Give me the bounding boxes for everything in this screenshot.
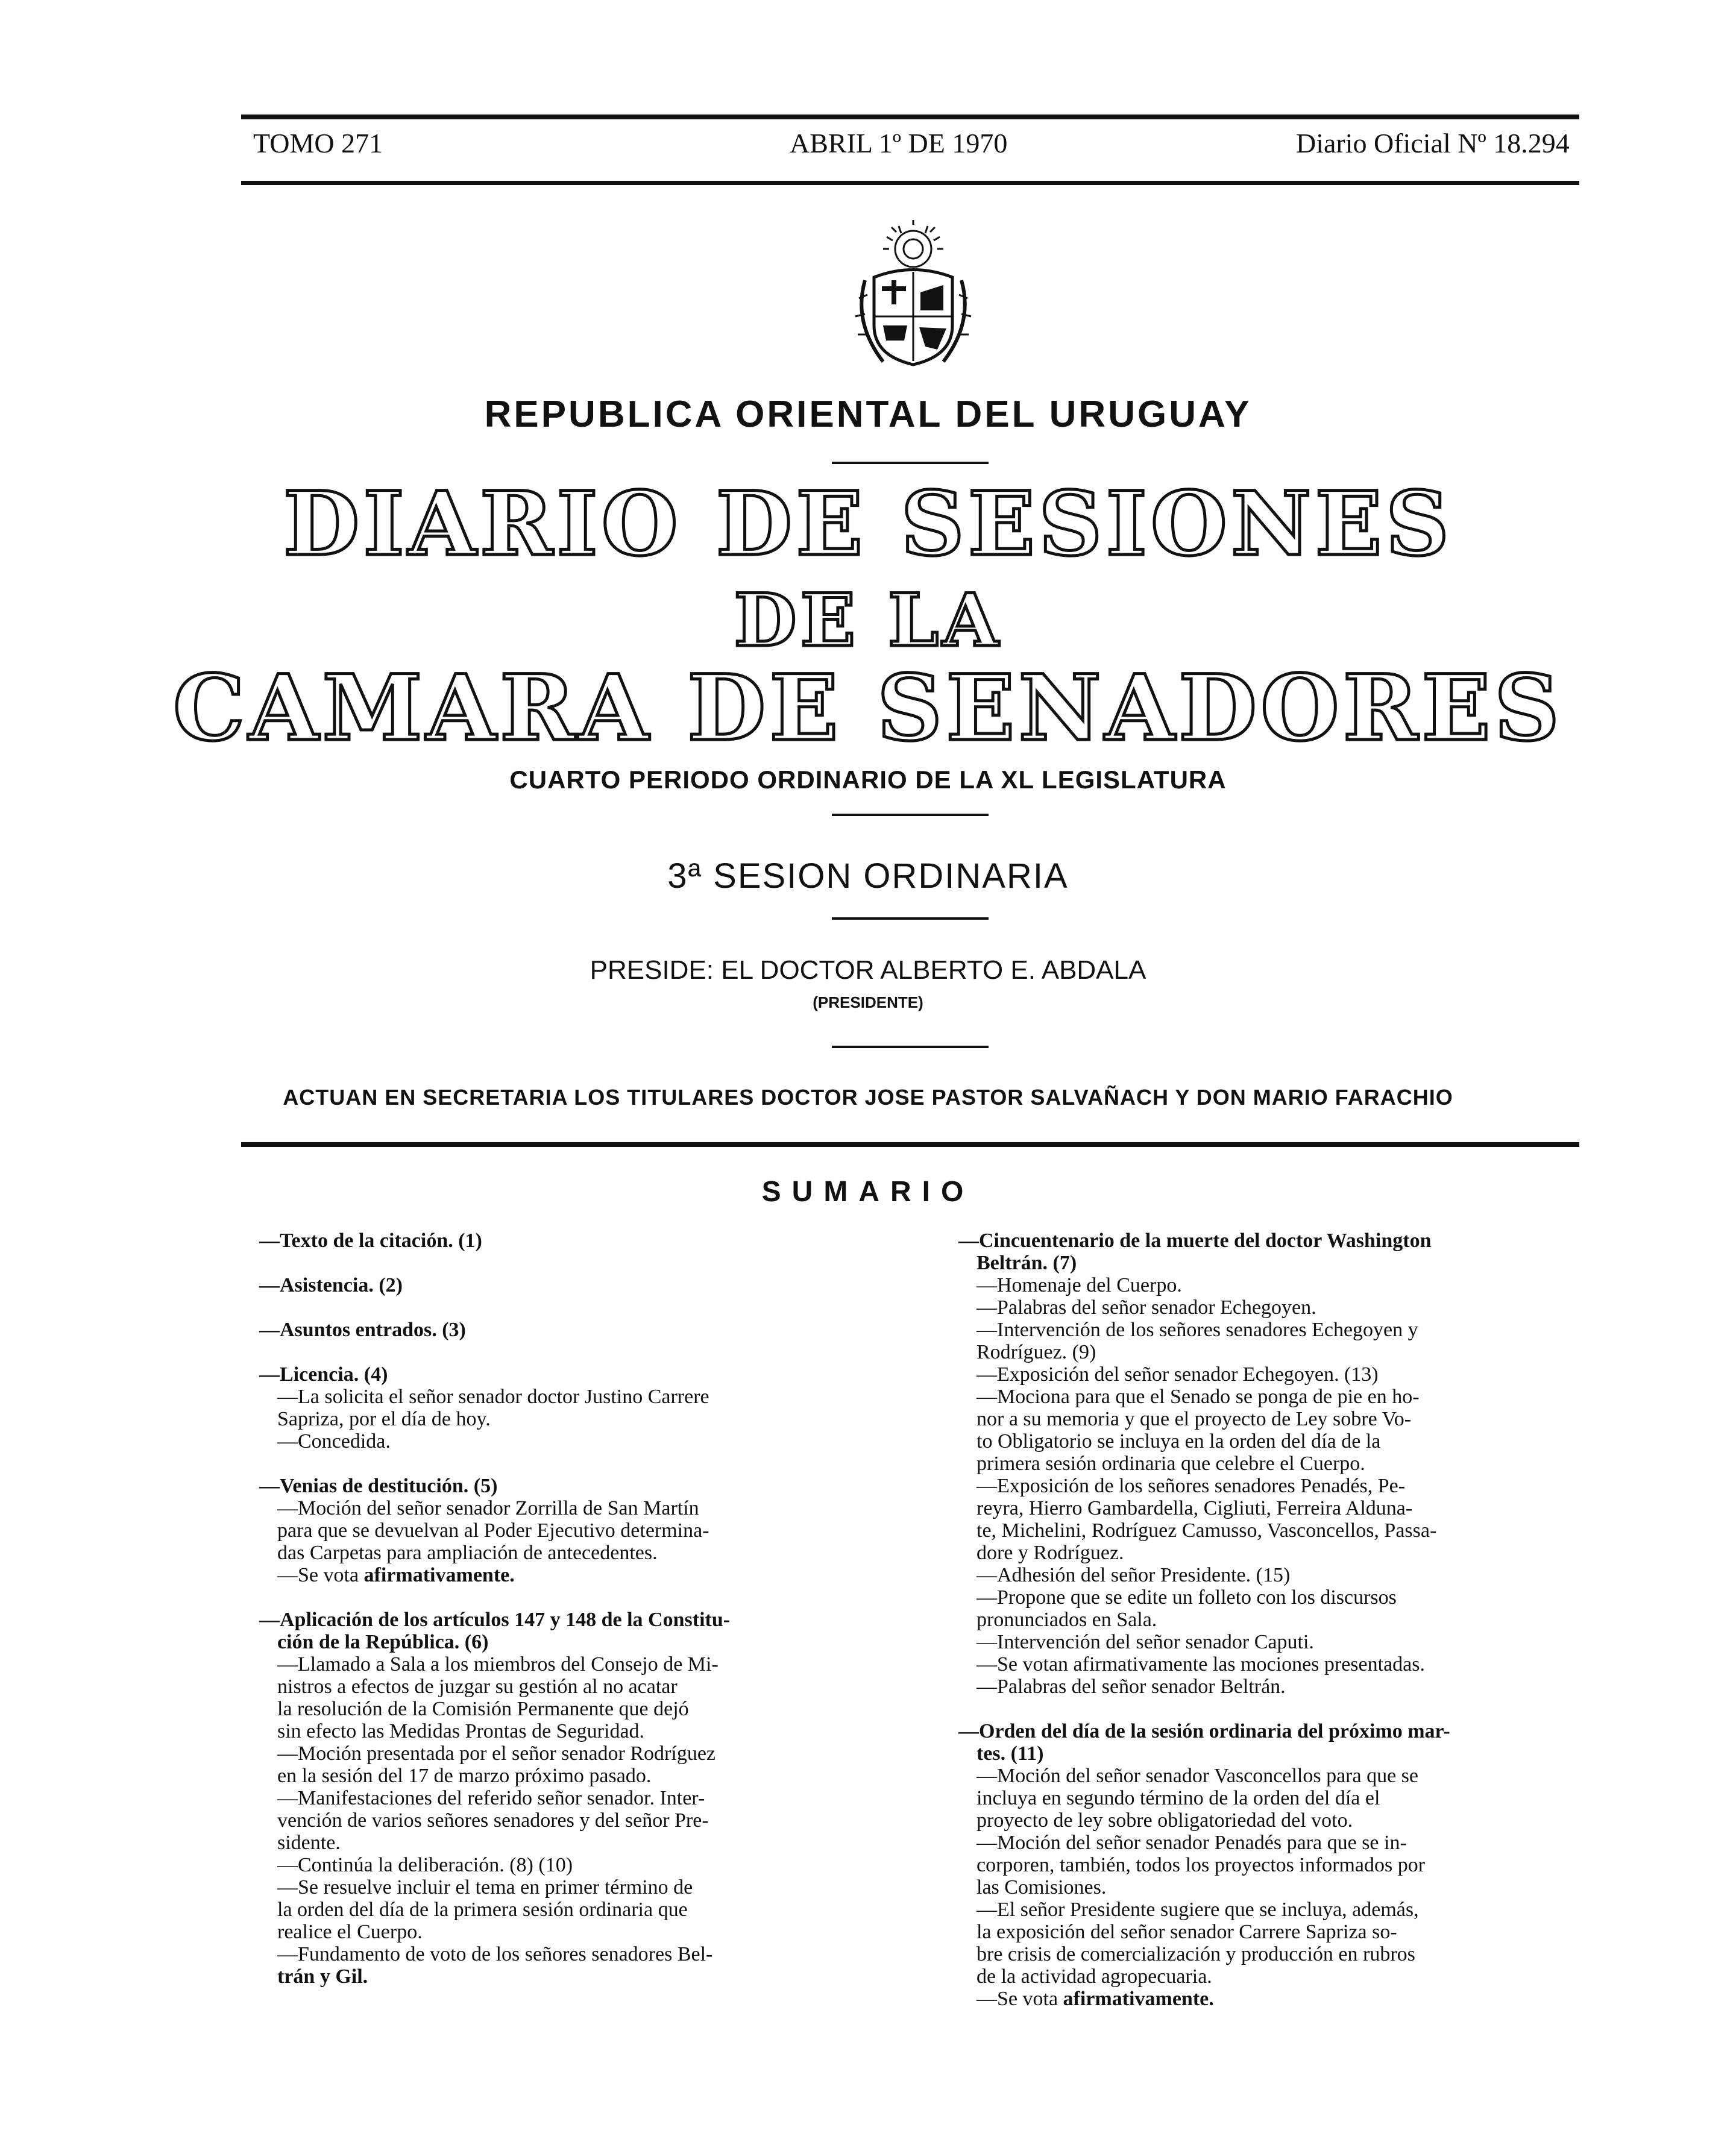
sumario-item-venias: —Venias de destitución. (5) —Moción del señor senador Zorrilla de San Martín para que se devuelvan al Poder Ejecutivo determina- das Carpetas para ampliación de antecedentes. —Se vota afirmativamente. — [259, 1475, 709, 1586]
preside-line: PRESIDE: EL DOCTOR ALBERTO E. ABDALA — [590, 955, 1146, 985]
diario-de-sesiones-title: DIARIO DE SESIONES — [283, 473, 1453, 576]
divider-4 — [832, 1046, 989, 1048]
issue-date: ABRIL 1º DE 1970 — [790, 128, 1008, 159]
header-bottom-rule — [241, 181, 1579, 185]
sumario-right-column — [958, 1230, 1597, 2032]
sumario-item-citacion: —Texto de la citación. (1) — [259, 1230, 482, 1252]
actuan-en-secretaria-line: ACTUAN EN SECRETARIA LOS TITULARES DOCTOR JOSE PASTOR SALVAÑACH Y DON MARIO FARACHIO — [283, 1085, 1453, 1110]
sumario-item-asistencia: —Asistencia. (2) — [259, 1274, 403, 1296]
sumario-item-constitucion: —Aplicación de los artículos 147 y 148 de la Constitu- ción de la República. (6) —Llamado a Sala a los miembros del Consejo de Mi- nistros a efectos de juzgar su gestión al no acatar la resolución de la Comisión Permanente que dejó sin efecto las Medidas Prontas de Seguridad. —Moción presentada por el señor senador Rodríguez en la sesión del 17 de marzo próximo pasado. —Manifestaciones del referido señor senador. Inter- vención de varios señores senadores y del señor Pre- sidente. —Continúa la deliberación. (8) (10) —Se resuelve incluir el tema en primer término de la orden del día de la primera sesión ordinaria que realice el Cuerpo. —Fundamento de voto de los señores senadores Bel- trán y Gil. — [259, 1609, 731, 1988]
sumario-heading: SUMARIO — [761, 1176, 975, 1208]
camara-de-senadores-title: CAMARA DE SENADORES — [172, 655, 1564, 761]
sumario-left-column — [259, 1230, 880, 2010]
sumario-item-asuntos: —Asuntos entrados. (3) — [259, 1319, 466, 1341]
top-rule — [241, 115, 1579, 119]
divider-3 — [832, 917, 989, 920]
sumario-item-licencia: —Licencia. (4) —La solicita el señor senador doctor Justino Carrere Sapriza, por el día de hoy. —Concedida. — [259, 1363, 709, 1453]
divider-2 — [832, 814, 989, 816]
divider-1 — [832, 462, 989, 464]
coat-of-arms-emblem — [847, 220, 980, 374]
presidente-label: (PRESIDENTE) — [813, 993, 923, 1011]
sumario-item-cincuentenario: —Cincuentenario de la muerte del doctor Washington Beltrán. (7) —Homenaje del Cuerpo. —Palabras del señor senador Echegoyen. —Intervención de los señores senadores Echegoyen y Rodríguez. (9) —Exposición del señor senador Echegoyen. (13) —Mociona para que el Senado se ponga de pie en ho- nor a su memoria y que el proyecto de Ley sobre Vo- to Obligatorio se incluya en la orden del día de la primera sesión ordinaria que celebre el Cuerpo. —Exposición de los señores senadores Penadés, Pe- reyra, Hierro Gambardella, Cigliuti, Ferreira Alduna- te, Michelini, Rodríguez Camusso, Vasconcellos, Passa- dore y Rodríguez. —Adhesión del señor Presidente. (15) —Propone que se edite un folleto con los discursos pronunciados en Sala. —Intervención del señor senador Caputi. —Se votan afirmativamente las mociones presentadas. —Palabras del señor senador Beltrán. — [958, 1230, 1437, 1698]
periodo-subtitle: CUARTO PERIODO ORDINARIO DE LA XL LEGISLATURA — [509, 765, 1227, 794]
sumario-top-rule — [241, 1142, 1579, 1147]
diario-oficial-number: Diario Oficial Nº 18.294 — [1296, 128, 1570, 159]
sumario-item-orden-del-dia: —Orden del día de la sesión ordinaria del próximo mar- tes. (11) —Moción del señor senador Vasconcellos para que se incluya en segundo término de la orden del día el proyecto de ley sobre obligatoriedad del voto. —Moción del señor senador Penadés para que se in- corporen, también, todos los proyectos informados por las Comisiones. —El señor Presidente sugiere que se incluya, además, la exposición del señor senador Carrere Sapriza so- bre crisis de comercialización y producción en rubros de la actividad agropecuaria. —Se vota afirmativamente. — [958, 1720, 1450, 2010]
republica-title: REPUBLICA ORIENTAL DEL URUGUAY — [484, 394, 1252, 435]
session-title: 3ª SESION ORDINARIA — [667, 856, 1069, 896]
tomo-label: TOMO 271 — [253, 128, 383, 159]
de-la-title: DE LA — [734, 578, 1002, 663]
